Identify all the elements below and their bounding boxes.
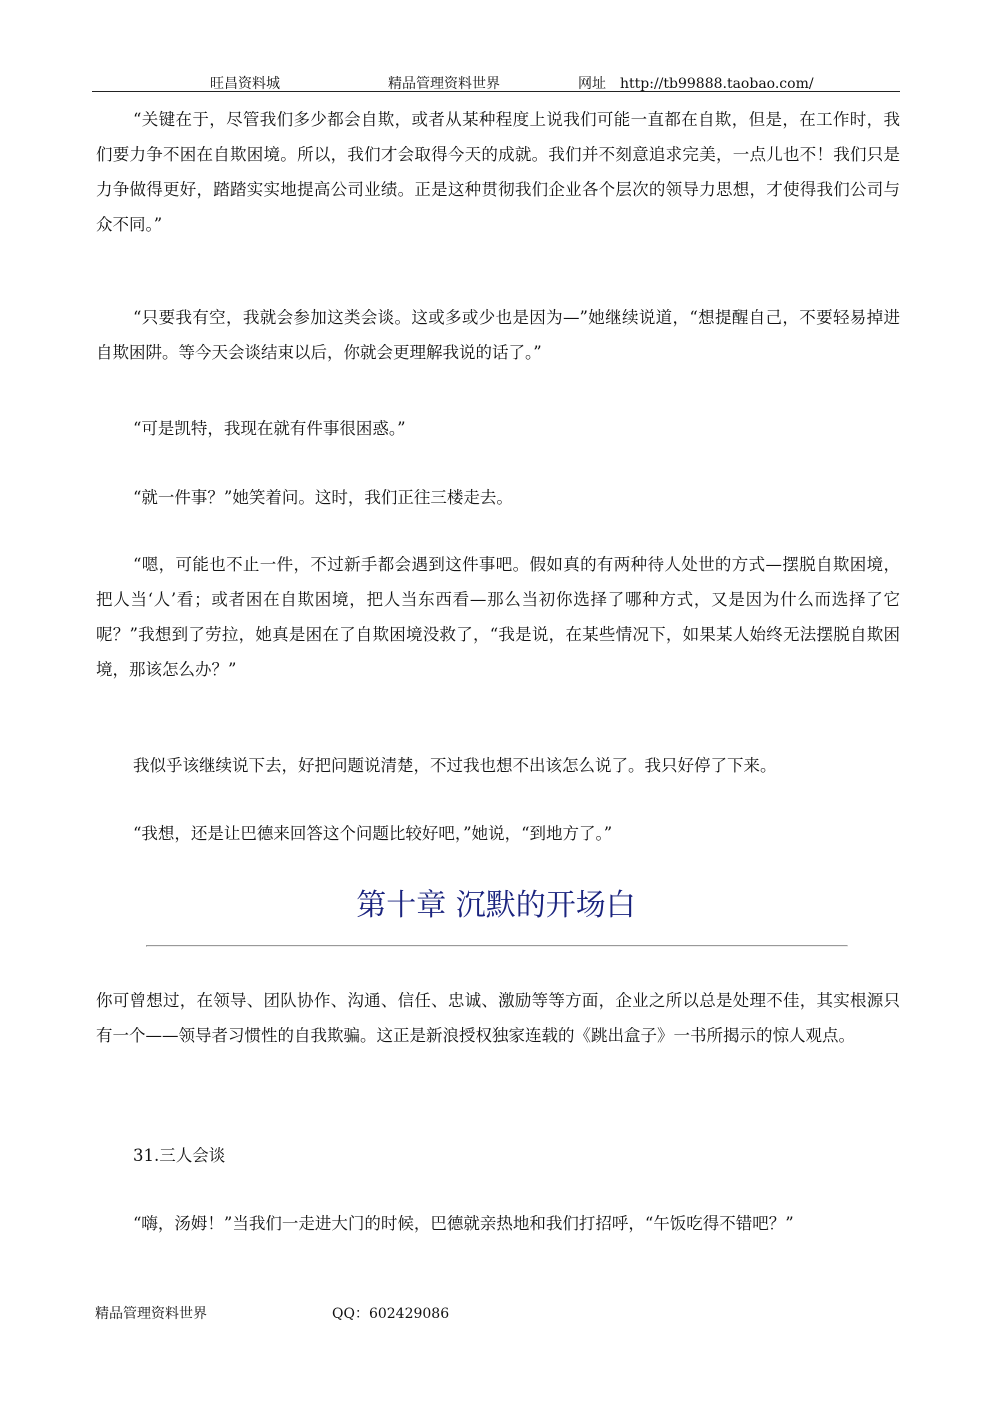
section-title: 31.三人会谈 — [133, 1146, 226, 1165]
chapter-title: 第十章 沉默的开场白 — [356, 888, 636, 923]
paragraph-8: “嗨，汤姆！”当我们一走进大门的时候，巴德就亲热地和我们打招呼，“午饭吃得不错吧？” — [133, 1214, 794, 1233]
footer-qq: QQ：602429086 — [332, 1306, 450, 1322]
intro-paragraph: 你可曾想过，在领导、团队协作、沟通、信任、忠诚、激励等等方面，企业之所以总是处理不佳，其实根源只有一个——领导者习惯性的自我欺骗。这正是新浪授权独家连载的《跳出盒子》一书所揭示的惊人观点。 — [96, 991, 900, 1045]
paragraph-4: “就一件事？”她笑着问。这时，我们正往三楼走去。 — [133, 488, 513, 507]
paragraph-2: “只要我有空，我就会参加这类会谈。这或多或少也是因为—”她继续说道，“想提醒自己，不要轻易掉进自欺困阱。等今天会谈结束以后，你就会更理解我说的话了。” — [96, 308, 900, 362]
paragraph-7: “我想，还是让巴德来回答这个问题比较好吧，”她说，“到地方了。” — [133, 824, 613, 843]
paragraph-1: “关键在于，尽管我们多少都会自欺，或者从某种程度上说我们可能一直都在自欺，但是，在工作时，我们要力争不困在自欺困境。所以，我们才会取得今天的成就。我们并不刻意追求完美，一点儿也不！我们只是力争做得更好，踏踏实实地提高公司业绩。正是这种贯彻我们企业各个层次的领导力思想，才使得我们公司与众不同。” — [96, 110, 900, 234]
paragraph-6: 我似乎该继续说下去，好把问题说清楚，不过我也想不出该怎么说了。我只好停了下来。 — [133, 756, 777, 775]
header-world-name: 精品管理资料世界 — [388, 76, 500, 92]
header-url: 网址 http://tb99888.taobao.com/ — [578, 76, 814, 92]
chapter-divider — [146, 945, 848, 947]
paragraph-5: “嗯，可能也不止一件，不过新手都会遇到这件事吧。假如真的有两种待人处世的方式—摆脱自欺困境，把人当‘人’看；或者困在自欺困境，把人当东西看—那么当初你选择了哪种方式，又是因为什么而选择了它呢？”我想到了劳拉，她真是困在了自欺困境没救了，“我是说，在某些情况下，如果某人始终无法摆脱自欺困境，那该怎么办？” — [96, 555, 900, 679]
page-header — [92, 72, 900, 92]
footer-world-name: 精品管理资料世界 — [95, 1306, 207, 1322]
header-site-name: 旺昌资料城 — [210, 76, 280, 92]
paragraph-3: “可是凯特，我现在就有件事很困惑。” — [133, 419, 406, 438]
